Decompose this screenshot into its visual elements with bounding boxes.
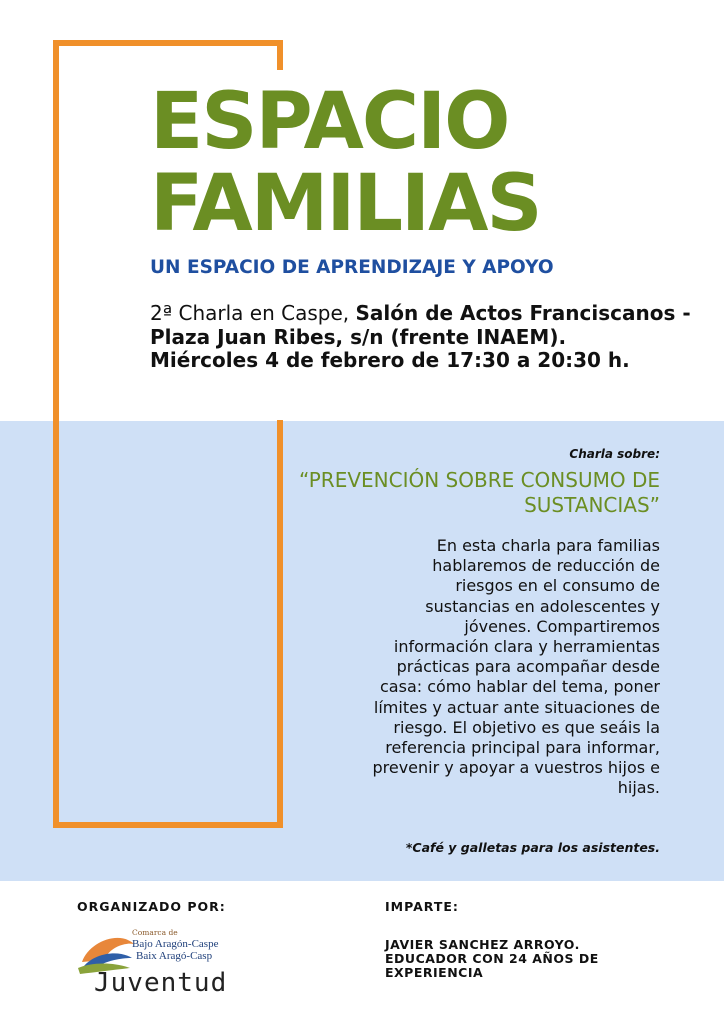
event-date: Miércoles 4 de febrero de 17:30 a 20:30 h.	[150, 348, 630, 372]
subtitle: UN ESPACIO DE APRENDIZAJE Y APOYO	[150, 257, 554, 278]
event-intro: 2ª Charla en Caspe,	[150, 301, 356, 325]
talk-description: En esta charla para familias hablaremos de reducción de riesgos en el consumo de sustancias en adolescentes y jóvenes. Compartiremos información clara y herramientas prácticas para acompañar desde casa: cómo hablar del tema, poner límites y actuar ante situaciones de riesgo. El objetivo es que seáis la referencia principal para informar, prevenir y apoyar a vuestros hijos e hijas.	[372, 536, 660, 798]
talk-label: Charla sobre:	[569, 447, 660, 461]
title-line-2: FAMILIAS	[150, 159, 541, 249]
event-info	[150, 302, 710, 373]
refreshment-note: *Café y galletas para los asistentes.	[405, 840, 660, 855]
event-venue: Salón de Actos Franciscanos - Plaza Juan Ribes, s/n (frente INAEM).	[150, 301, 691, 349]
logo-line-1: Bajo Aragón-Caspe	[132, 938, 219, 950]
talk-topic: “PREVENCIÓN SOBRE CONSUMO DE SUSTANCIAS”	[299, 468, 660, 517]
organized-by-label: ORGANIZADO POR:	[77, 899, 226, 914]
logo-small-text: Comarca de	[132, 928, 178, 937]
juventud-label: Juventud	[94, 968, 228, 998]
imparte-label: IMPARTE:	[385, 899, 459, 914]
title-line-1: ESPACIO	[150, 77, 509, 167]
logo-line-2: Baix Aragó-Casp	[136, 950, 213, 962]
speaker-info: JAVIER SANCHEZ ARROYO. EDUCADOR CON 24 AÑOS DE EXPERIENCIA	[385, 937, 599, 980]
